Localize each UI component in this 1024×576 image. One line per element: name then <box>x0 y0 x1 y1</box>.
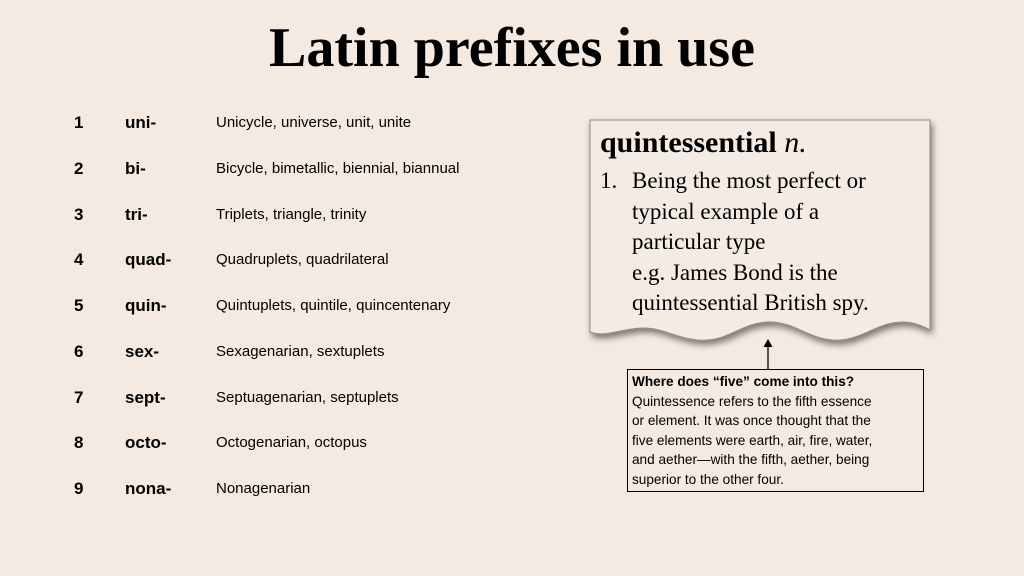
prefix-row <box>74 432 534 454</box>
dictionary-definition-line: quintessential British spy. <box>632 290 869 315</box>
dictionary-sense-number: 1. <box>600 168 618 193</box>
dictionary-headword-line <box>600 122 930 164</box>
prefix-number: 9 <box>74 479 84 498</box>
prefix-examples: Nonagenarian <box>216 480 311 497</box>
dictionary-definition-line: Being the most perfect or <box>632 168 866 193</box>
prefix-name: nona- <box>125 479 172 498</box>
note-line: superior to the other four. <box>632 471 784 487</box>
slide-title: Latin prefixes in use <box>269 17 755 79</box>
note-line: Quintessence refers to the fifth essence <box>632 393 872 409</box>
dictionary-definition-line: particular type <box>632 229 766 254</box>
prefix-name: quad- <box>125 250 172 270</box>
prefix-row <box>74 387 534 409</box>
prefix-number: 2 <box>74 158 84 178</box>
prefix-examples: Triplets, triangle, trinity <box>216 205 367 223</box>
prefix-name: octo- <box>125 433 167 453</box>
prefix-row <box>74 478 534 500</box>
note-box <box>627 369 924 492</box>
prefix-row <box>74 204 534 226</box>
prefix-row <box>74 158 534 180</box>
note-heading: Where does “five” come into this? <box>632 374 855 389</box>
prefix-examples: Quintuplets, quintile, quincentenary <box>216 297 451 314</box>
prefix-row <box>74 249 534 271</box>
prefix-number: 5 <box>74 296 84 315</box>
prefix-number: 1 <box>74 113 84 132</box>
dictionary-definition-line: typical example of a <box>632 198 820 224</box>
prefix-name: bi- <box>125 158 146 178</box>
dictionary-part-of-speech: n. <box>784 126 807 159</box>
prefix-examples: Septuagenarian, septuplets <box>216 388 399 406</box>
dictionary-headword: quintessential <box>600 126 777 159</box>
prefix-examples: Quadruplets, quadrilateral <box>216 251 389 269</box>
prefix-examples: Sexagenarian, sextuplets <box>216 342 385 360</box>
up-arrow-icon <box>760 338 776 370</box>
prefix-name: quin- <box>125 296 167 315</box>
prefix-number: 4 <box>74 250 84 270</box>
dictionary-definition <box>600 166 930 319</box>
prefix-name: tri- <box>125 204 148 224</box>
prefix-number: 3 <box>74 204 84 224</box>
prefix-number: 6 <box>74 341 84 361</box>
prefix-name: uni- <box>125 113 157 132</box>
prefix-examples: Unicycle, universe, unit, unite <box>216 114 412 131</box>
prefix-number: 7 <box>74 387 84 407</box>
dictionary-definition-line: e.g. James Bond is the <box>632 259 838 285</box>
note-line: or element. It was once thought that the <box>632 413 871 429</box>
note-line: five elements were earth, air, fire, water, <box>632 432 873 448</box>
prefix-name: sex- <box>125 341 160 361</box>
prefix-row <box>74 112 534 134</box>
prefix-examples: Octogenarian, octopus <box>216 434 367 452</box>
dictionary-entry <box>600 122 930 319</box>
prefix-examples: Bicycle, bimetallic, biennial, biannual <box>216 159 460 177</box>
prefix-number: 8 <box>74 433 84 453</box>
prefix-row <box>74 341 534 363</box>
prefix-name: sept- <box>125 387 166 407</box>
prefix-row <box>74 295 534 317</box>
note-line: and aether—with the fifth, aether, being <box>632 452 870 468</box>
